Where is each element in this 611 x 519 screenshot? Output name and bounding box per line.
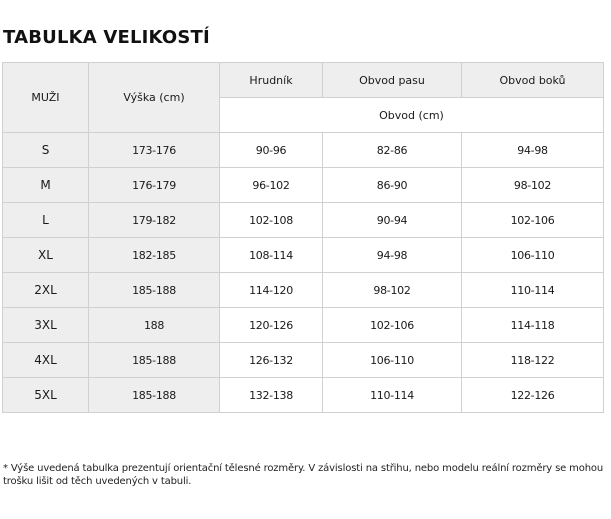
size-cell: M xyxy=(3,168,89,203)
header-row xyxy=(3,63,604,98)
footnote: * Výše uvedená tabulka prezentují orientační tělesné rozměry. V závislosti na střihu, nebo modelu reální rozměry se mohou trošku lišit od těch uvedených v tabuli. xyxy=(3,463,604,487)
waist-cell: 102-106 xyxy=(323,308,462,343)
size-cell: 2XL xyxy=(3,273,89,308)
table-row xyxy=(3,343,604,378)
chest-cell: 108-114 xyxy=(220,238,323,273)
size-cell: 5XL xyxy=(3,378,89,413)
header-circumference-cell: Obvod (cm) xyxy=(220,98,604,133)
size-cell: L xyxy=(3,203,89,238)
hips-cell: 114-118 xyxy=(462,308,604,343)
header-size-cell: MUŽI xyxy=(3,63,89,133)
height-cell: 185-188 xyxy=(89,273,220,308)
hips-cell: 98-102 xyxy=(462,168,604,203)
header-waist-cell: Obvod pasu xyxy=(323,63,462,98)
hips-cell: 118-122 xyxy=(462,343,604,378)
header-hips-cell: Obvod boků xyxy=(462,63,604,98)
table-row xyxy=(3,378,604,413)
waist-cell: 110-114 xyxy=(323,378,462,413)
size-cell: 3XL xyxy=(3,308,89,343)
table-row xyxy=(3,308,604,343)
chest-cell: 120-126 xyxy=(220,308,323,343)
height-cell: 173-176 xyxy=(89,133,220,168)
size-table xyxy=(2,62,604,413)
table-row xyxy=(3,168,604,203)
waist-cell: 98-102 xyxy=(323,273,462,308)
table-row xyxy=(3,203,604,238)
hips-cell: 106-110 xyxy=(462,238,604,273)
chest-cell: 114-120 xyxy=(220,273,323,308)
height-cell: 185-188 xyxy=(89,378,220,413)
hips-cell: 102-106 xyxy=(462,203,604,238)
height-cell: 188 xyxy=(89,308,220,343)
chest-cell: 90-96 xyxy=(220,133,323,168)
hips-cell: 110-114 xyxy=(462,273,604,308)
page-title: TABULKA VELIKOSTÍ xyxy=(3,27,210,48)
table-row xyxy=(3,238,604,273)
height-cell: 176-179 xyxy=(89,168,220,203)
height-cell: 182-185 xyxy=(89,238,220,273)
waist-cell: 94-98 xyxy=(323,238,462,273)
size-cell: XL xyxy=(3,238,89,273)
hips-cell: 94-98 xyxy=(462,133,604,168)
header-height-cell: Výška (cm) xyxy=(89,63,220,133)
header-chest-cell: Hrudník xyxy=(220,63,323,98)
hips-cell: 122-126 xyxy=(462,378,604,413)
waist-cell: 106-110 xyxy=(323,343,462,378)
size-cell: 4XL xyxy=(3,343,89,378)
waist-cell: 90-94 xyxy=(323,203,462,238)
waist-cell: 82-86 xyxy=(323,133,462,168)
chest-cell: 132-138 xyxy=(220,378,323,413)
table-row xyxy=(3,273,604,308)
table-row xyxy=(3,133,604,168)
chest-cell: 126-132 xyxy=(220,343,323,378)
height-cell: 185-188 xyxy=(89,343,220,378)
waist-cell: 86-90 xyxy=(323,168,462,203)
chest-cell: 102-108 xyxy=(220,203,323,238)
chest-cell: 96-102 xyxy=(220,168,323,203)
size-cell: S xyxy=(3,133,89,168)
height-cell: 179-182 xyxy=(89,203,220,238)
